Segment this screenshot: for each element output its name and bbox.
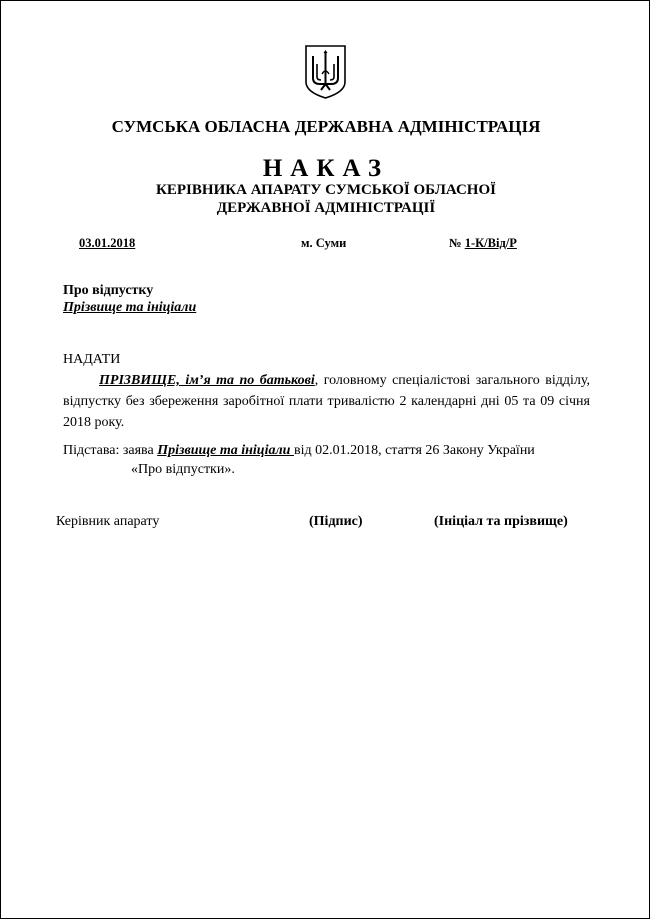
document-type: НАКАЗ <box>262 155 390 182</box>
basis-person: Прізвище та ініціали <box>157 443 294 458</box>
coat-of-arms-icon <box>304 44 347 100</box>
document-subtitle <box>1 181 650 217</box>
signatory-position: Керівник апарату <box>56 514 160 529</box>
decision-text: , головному спеціалістові загального відділу, відпустку без збереження заробітної плати тривалістю 2 календарні дні 05 та 09 січня 2018 року. <box>63 373 590 430</box>
subject-title: Про відпустку <box>63 283 154 298</box>
subject-person: Прізвище та ініціали <box>63 300 197 315</box>
subtitle-line-2: ДЕРЖАВНОЇ АДМІНІСТРАЦІЇ <box>216 200 436 216</box>
number-sign: № <box>449 236 462 250</box>
order-date: 03.01.2018 <box>79 236 136 250</box>
decision-block <box>63 349 590 433</box>
basis-line-2: «Про відпустки». <box>131 462 235 477</box>
decision-verb: НАДАТИ <box>63 352 121 367</box>
signatory-name: (Ініціал та прізвище) <box>434 514 568 529</box>
signature-placeholder: (Підпис) <box>309 514 363 529</box>
order-subject <box>63 282 196 316</box>
decision-paragraph <box>63 370 590 433</box>
order-number <box>449 235 517 251</box>
number-value: 1-К/Від/Р <box>464 236 517 250</box>
organization-name: СУМСЬКА ОБЛАСНА ДЕРЖАВНА АДМІНІСТРАЦІЯ <box>111 117 541 136</box>
basis-label: Підстава: заява <box>63 443 158 458</box>
basis-block <box>63 441 590 479</box>
employee-name: ПРІЗВИЩЕ, ім’я та по батькові <box>99 373 315 388</box>
subtitle-line-1: КЕРІВНИКА АПАРАТУ СУМСЬКОЇ ОБЛАСНОЇ <box>156 182 496 198</box>
basis-text: від 02.01.2018, стаття 26 Закону України <box>293 443 535 458</box>
basis-line-1 <box>63 441 590 460</box>
order-place: м. Суми <box>301 236 347 250</box>
